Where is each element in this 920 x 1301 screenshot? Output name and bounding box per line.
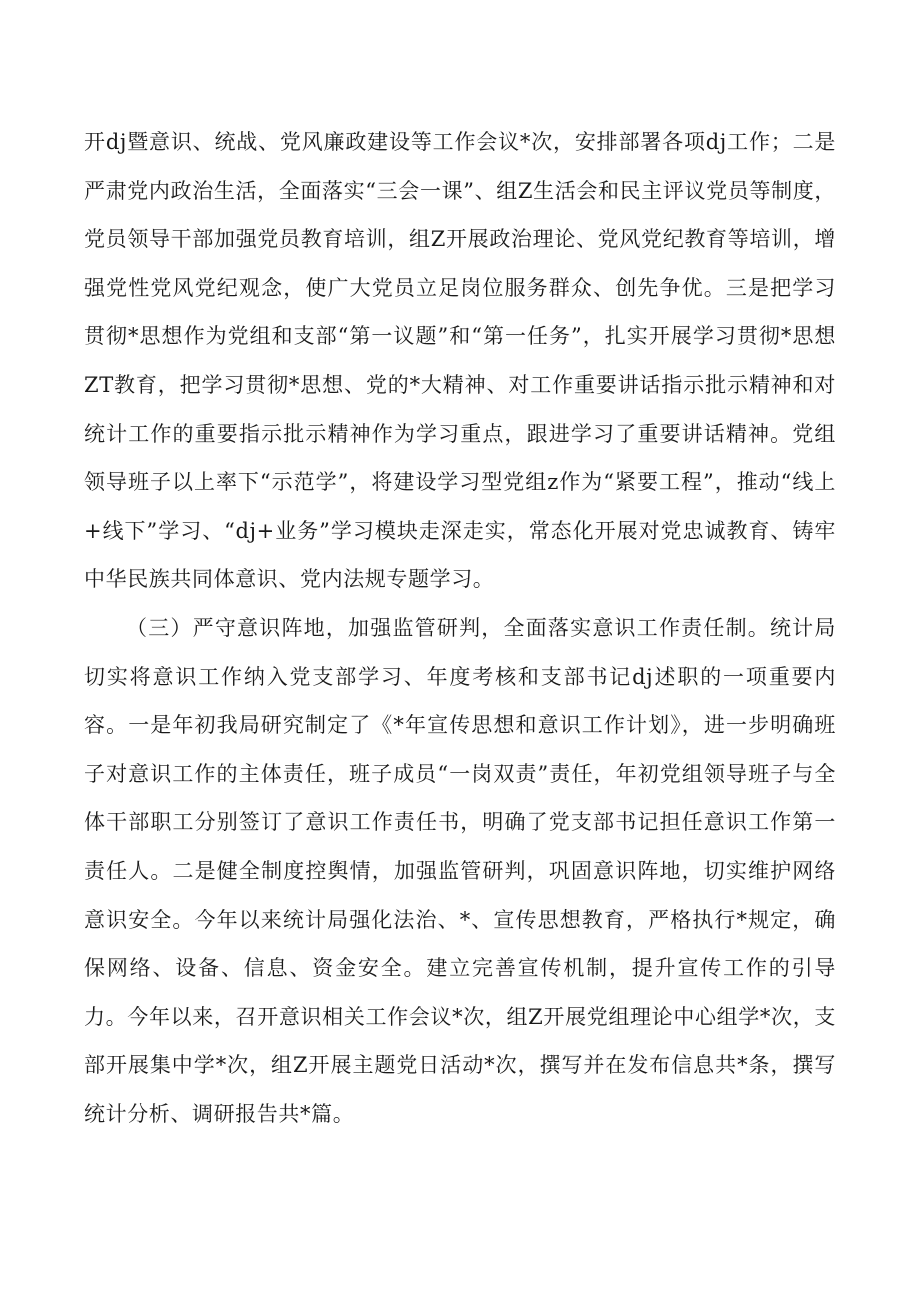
document-body [84,118,836,1138]
paragraph-party-building-continuation: 开dj暨意识、统战、党风廉政建设等工作会议*次，安排部署各项dj工作；二是严肃党内政治生活，全面落实“三会一课”、组Z生活会和民主评议党员等制度，党员领导干部加强党员教育培训，组Z开展政治理论、党风党纪教育等培训，增强党性党风党纪观念，使广大党员立足岗位服务群众、创先争优。三是把学习贯彻*思想作为党组和支部“第一议题”和“第一任务”，扎实开展学习贯彻*思想ZT教育，把学习贯彻*思想、党的*大精神、对工作重要讲话指示批示精神和对统计工作的重要指示批示精神作为学习重点，跟进学习了重要讲话精神。党组领导班子以上率下“示范学”，将建设学习型党组z作为“紧要工程”，推动“线上+线下”学习、“dj+业务”学习模块走深走实，常态化开展对党忠诚教育、铸牢中华民族共同体意识、党内法规专题学习。 [84,130,836,592]
paragraph-ideology-responsibility: （三）严守意识阵地，加强监管研判，全面落实意识工作责任制。统计局切实将意识工作纳入党支部学习、年度考核和支部书记dj述职的一项重要内容。一是年初我局研究制定了《*年宣传思想和意识工作计划》，进一步明确班子对意识工作的主体责任，班子成员“一岗双责”责任，年初党组领导班子与全体干部职工分别签订了意识工作责任书，明确了党支部书记担任意识工作第一责任人。二是健全制度控舆情，加强监管研判，巩固意识阵地，切实维护网络意识安全。今年以来统计局强化法治、*、宣传思想教育，严格执行*规定，确保网络、设备、信息、资金安全。建立完善宣传机制，提升宣传工作的引导力。今年以来，召开意识相关工作会议*次，组Z开展党组理论中心组学*次，支部开展集中学*次，组Z开展主题党日活动*次，撰写并在发布信息共*条，撰写统计分析、调研报告共*篇。 [84,615,836,1126]
